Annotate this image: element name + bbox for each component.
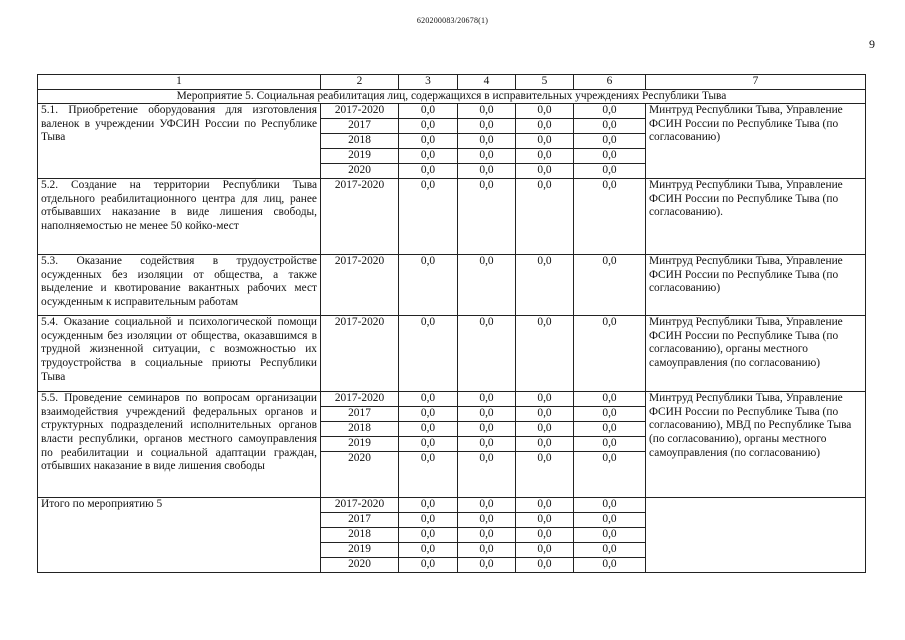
year-cell: 2018 [321, 422, 399, 437]
value-cell: 0,0 [516, 392, 574, 407]
value-cell: 0,0 [574, 528, 646, 543]
value-cell: 0,0 [399, 255, 458, 316]
value-cell: 0,0 [458, 104, 516, 119]
activity-description: Итого по мероприятию 5 [38, 498, 321, 573]
activity-description: 5.5. Проведение семинаров по вопросам организации взаимодействия учреждений федеральных органов и структурных подразделений исполнительных органов власти республики, органов местного самоуправления по реабилитации и социальной адаптации граждан, отбывших наказание в виде лишения свободы [38, 392, 321, 498]
year-cell: 2020 [321, 164, 399, 179]
table-row [38, 104, 866, 119]
activity-description: 5.4. Оказание социальной и психологической помощи осужденным без изоляции от общества, оказавшимся в трудной жизненной ситуации, с возможностью их трудоустройства в социальные приюты Республики Тыва [38, 316, 321, 392]
value-cell: 0,0 [399, 558, 458, 573]
value-cell: 0,0 [574, 543, 646, 558]
value-cell: 0,0 [458, 543, 516, 558]
value-cell: 0,0 [516, 164, 574, 179]
value-cell: 0,0 [399, 104, 458, 119]
value-cell: 0,0 [458, 422, 516, 437]
page-number: 9 [869, 37, 875, 51]
value-cell: 0,0 [574, 119, 646, 134]
table-row [38, 498, 866, 513]
section-row [38, 89, 866, 104]
year-cell: 2017-2020 [321, 392, 399, 407]
value-cell: 0,0 [458, 437, 516, 452]
year-cell: 2019 [321, 543, 399, 558]
activity-description: 5.3. Оказание содействия в трудоустройстве осужденных без изоляции от общества, а также выделение и квотирование вакантных рабочих мест осужденным к исправительным работам [38, 255, 321, 316]
value-cell: 0,0 [516, 119, 574, 134]
responsible-organizations: Минтруд Республики Тыва, Управление ФСИН России по Республике Тыва (по согласованию) [646, 104, 866, 179]
value-cell: 0,0 [458, 134, 516, 149]
column-header: 1 [38, 75, 321, 90]
table-row [38, 316, 866, 392]
value-cell: 0,0 [516, 316, 574, 392]
value-cell: 0,0 [574, 422, 646, 437]
year-cell: 2017-2020 [321, 255, 399, 316]
value-cell: 0,0 [458, 528, 516, 543]
year-cell: 2017 [321, 513, 399, 528]
header-row [38, 75, 866, 90]
year-cell: 2020 [321, 452, 399, 498]
table-row [38, 179, 866, 255]
year-cell: 2020 [321, 558, 399, 573]
column-header: 6 [574, 75, 646, 90]
year-cell: 2018 [321, 134, 399, 149]
value-cell: 0,0 [516, 437, 574, 452]
value-cell: 0,0 [399, 134, 458, 149]
value-cell: 0,0 [399, 119, 458, 134]
value-cell: 0,0 [458, 179, 516, 255]
value-cell: 0,0 [574, 392, 646, 407]
value-cell: 0,0 [399, 392, 458, 407]
value-cell: 0,0 [516, 104, 574, 119]
value-cell: 0,0 [399, 164, 458, 179]
program-table [37, 74, 866, 573]
value-cell: 0,0 [399, 149, 458, 164]
value-cell: 0,0 [516, 407, 574, 422]
column-header: 5 [516, 75, 574, 90]
document-id: 620200083/20678(1) [416, 16, 489, 25]
value-cell: 0,0 [574, 104, 646, 119]
value-cell: 0,0 [574, 179, 646, 255]
value-cell: 0,0 [516, 149, 574, 164]
value-cell: 0,0 [516, 513, 574, 528]
column-header: 4 [458, 75, 516, 90]
activity-description: 5.2. Создание на территории Республики Тыва отдельного реабилитационного центра для лиц, ранее отбывавших наказание в виде лишения свободы, наполняемостью не менее 50 койко-мест [38, 179, 321, 255]
value-cell: 0,0 [458, 513, 516, 528]
value-cell: 0,0 [458, 149, 516, 164]
value-cell: 0,0 [458, 407, 516, 422]
value-cell: 0,0 [516, 255, 574, 316]
value-cell: 0,0 [516, 528, 574, 543]
value-cell: 0,0 [516, 134, 574, 149]
table-row [38, 392, 866, 407]
year-cell: 2017-2020 [321, 316, 399, 392]
value-cell: 0,0 [458, 255, 516, 316]
responsible-organizations: Минтруд Республики Тыва, Управление ФСИН России по Республике Тыва (по согласованию). [646, 179, 866, 255]
value-cell: 0,0 [574, 407, 646, 422]
responsible-organizations [646, 498, 866, 573]
value-cell: 0,0 [574, 452, 646, 498]
year-cell: 2017-2020 [321, 179, 399, 255]
value-cell: 0,0 [399, 543, 458, 558]
value-cell: 0,0 [458, 316, 516, 392]
value-cell: 0,0 [458, 164, 516, 179]
year-cell: 2017-2020 [321, 104, 399, 119]
value-cell: 0,0 [574, 513, 646, 528]
value-cell: 0,0 [574, 498, 646, 513]
year-cell: 2018 [321, 528, 399, 543]
value-cell: 0,0 [399, 407, 458, 422]
value-cell: 0,0 [516, 558, 574, 573]
section-title: Мероприятие 5. Социальная реабилитация лиц, содержащихся в исправительных учреждениях Республики Тыва [38, 89, 866, 104]
value-cell: 0,0 [458, 452, 516, 498]
responsible-organizations: Минтруд Республики Тыва, Управление ФСИН России по Республике Тыва (по согласованию), органы местного самоуправления (по согласованию) [646, 316, 866, 392]
value-cell: 0,0 [399, 422, 458, 437]
table-row [38, 255, 866, 316]
year-cell: 2019 [321, 149, 399, 164]
value-cell: 0,0 [574, 558, 646, 573]
value-cell: 0,0 [516, 179, 574, 255]
value-cell: 0,0 [574, 164, 646, 179]
value-cell: 0,0 [574, 437, 646, 452]
value-cell: 0,0 [399, 316, 458, 392]
responsible-organizations: Минтруд Республики Тыва, Управление ФСИН России по Республике Тыва (по согласованию) [646, 255, 866, 316]
column-header: 7 [646, 75, 866, 90]
year-cell: 2017 [321, 119, 399, 134]
value-cell: 0,0 [399, 513, 458, 528]
value-cell: 0,0 [399, 437, 458, 452]
year-cell: 2017-2020 [321, 498, 399, 513]
value-cell: 0,0 [574, 134, 646, 149]
value-cell: 0,0 [399, 528, 458, 543]
column-header: 3 [399, 75, 458, 90]
activity-description: 5.1. Приобретение оборудования для изготовления валенок в учреждении УФСИН России по Республике Тыва [38, 104, 321, 179]
value-cell: 0,0 [458, 498, 516, 513]
value-cell: 0,0 [574, 316, 646, 392]
value-cell: 0,0 [458, 558, 516, 573]
year-cell: 2019 [321, 437, 399, 452]
value-cell: 0,0 [574, 149, 646, 164]
value-cell: 0,0 [399, 498, 458, 513]
value-cell: 0,0 [516, 422, 574, 437]
value-cell: 0,0 [516, 543, 574, 558]
value-cell: 0,0 [399, 452, 458, 498]
value-cell: 0,0 [458, 119, 516, 134]
value-cell: 0,0 [458, 392, 516, 407]
year-cell: 2017 [321, 407, 399, 422]
value-cell: 0,0 [516, 452, 574, 498]
value-cell: 0,0 [574, 255, 646, 316]
column-header: 2 [321, 75, 399, 90]
value-cell: 0,0 [516, 498, 574, 513]
responsible-organizations: Минтруд Республики Тыва, Управление ФСИН России по Республике Тыва (по согласованию), МВД по Республике Тыва (по согласованию), органы местного самоуправления (по согласованию) [646, 392, 866, 498]
value-cell: 0,0 [399, 179, 458, 255]
